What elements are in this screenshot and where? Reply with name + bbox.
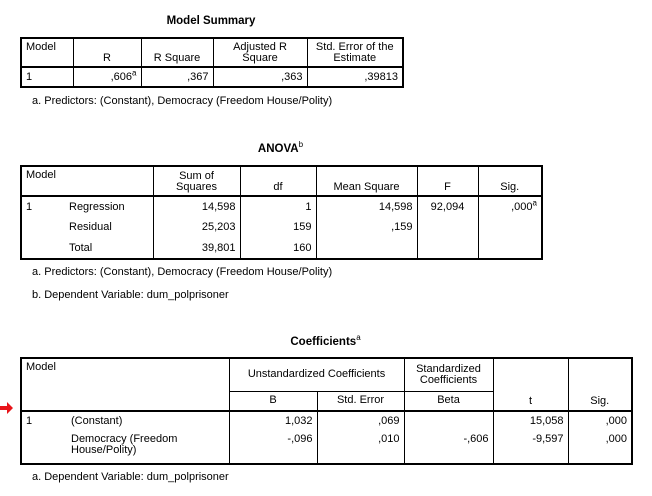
cell-std-error: ,39813: [307, 67, 403, 87]
table-row: [21, 196, 542, 217]
table-row: [21, 217, 542, 238]
cell-t: -9,597: [493, 431, 568, 464]
cell-source: Residual: [65, 217, 153, 238]
header-std-error-estimate: Std. Error of the Estimate: [307, 38, 403, 67]
cell-ss: 14,598: [153, 196, 240, 217]
cell-sig: [478, 196, 542, 217]
cell-f: 92,094: [417, 196, 478, 217]
anova-footnote-b: b. Dependent Variable: dum_polprisoner: [32, 289, 229, 301]
arrow-shape: [0, 402, 13, 414]
header-sig: Sig.: [478, 166, 542, 196]
arrow-right-icon: [0, 401, 14, 415]
cell-beta: -,606: [404, 431, 493, 464]
cell-b: -,096: [229, 431, 317, 464]
model-summary-title-text: Model Summary: [166, 15, 256, 27]
cell-ms: ,159: [316, 217, 417, 238]
cell-sig: ,000: [568, 431, 632, 464]
table-row: [21, 238, 542, 259]
header-standardized: Standardized Coefficients: [404, 358, 493, 391]
cell-sig: ,000: [568, 411, 632, 431]
header-t: t: [493, 358, 568, 411]
cell-t: 15,058: [493, 411, 568, 431]
header-f: F: [417, 166, 478, 196]
header-adj-r-square: Adjusted R Square: [213, 38, 307, 67]
r-footnote-marker: a: [132, 67, 137, 77]
cell-f: [417, 238, 478, 259]
table-row: [21, 67, 403, 87]
cell-r: [73, 67, 141, 87]
header-b: B: [229, 391, 317, 411]
coefficients-title-text: Coefficients: [290, 336, 357, 348]
anova-table: [20, 165, 543, 260]
header-beta: Beta: [404, 391, 493, 411]
cell-source: Regression: [65, 196, 153, 217]
header-model: Model: [21, 166, 153, 196]
anova-header-row: [21, 166, 542, 196]
cell-model-empty: [21, 217, 65, 238]
cell-source: Total: [65, 238, 153, 259]
cell-std-error: ,069: [317, 411, 404, 431]
header-r: R: [73, 38, 141, 67]
cell-adj-r-square: ,363: [213, 67, 307, 87]
cell-ms: [316, 238, 417, 259]
coefficients-footnote: a. Dependent Variable: dum_polprisoner: [32, 471, 229, 483]
cell-ss: 39,801: [153, 238, 240, 259]
cell-b: 1,032: [229, 411, 317, 431]
cell-df: 160: [240, 238, 316, 259]
header-std-error: Std. Error: [317, 391, 404, 411]
cell-predictor: (Constant): [67, 411, 229, 431]
cell-df: 159: [240, 217, 316, 238]
r-value: ,606: [110, 70, 133, 83]
model-summary-table: [20, 37, 404, 88]
header-df: df: [240, 166, 316, 196]
cell-std-error: ,010: [317, 431, 404, 464]
anova-title-footnote: b: [298, 140, 304, 150]
coefficients-title: [20, 333, 631, 348]
cell-model: 1: [21, 67, 73, 87]
cell-ms: 14,598: [316, 196, 417, 217]
cell-sig: [478, 238, 542, 259]
cell-model: 1: [21, 196, 65, 217]
cell-r-square: ,367: [141, 67, 213, 87]
model-summary-footnote: a. Predictors: (Constant), Democracy (Freedom House/Polity): [32, 95, 333, 107]
header-r-square: R Square: [141, 38, 213, 67]
table-row: [21, 431, 632, 464]
cell-model-empty: [21, 238, 65, 259]
cell-sig: [478, 217, 542, 238]
table-row: [21, 411, 632, 431]
header-model: Model: [21, 38, 73, 67]
coefficients-header-row-1: [21, 358, 632, 391]
cell-model-empty: [21, 431, 67, 464]
model-summary-header-row: [21, 38, 403, 67]
header-mean-square: Mean Square: [316, 166, 417, 196]
header-model: Model: [21, 358, 229, 411]
cell-df: 1: [240, 196, 316, 217]
cell-f: [417, 217, 478, 238]
header-sum-of-squares: Sum of Squares: [153, 166, 240, 196]
sig-value: ,000: [511, 200, 533, 213]
anova-footnote-a: a. Predictors: (Constant), Democracy (Freedom House/Polity): [32, 266, 333, 278]
sig-footnote-marker: a: [532, 197, 537, 207]
coefficients-table: [20, 357, 633, 465]
cell-predictor: Democracy (Freedom House/Polity): [67, 431, 229, 464]
cell-beta: [404, 411, 493, 431]
header-sig: Sig.: [568, 358, 632, 411]
anova-title-text: ANOVA: [257, 143, 299, 155]
coefficients-title-footnote: a: [356, 333, 361, 343]
cell-model: 1: [21, 411, 67, 431]
model-summary-title: [20, 15, 402, 27]
anova-title: [20, 140, 541, 155]
cell-ss: 25,203: [153, 217, 240, 238]
header-unstandardized: Unstandardized Coefficients: [229, 358, 404, 391]
